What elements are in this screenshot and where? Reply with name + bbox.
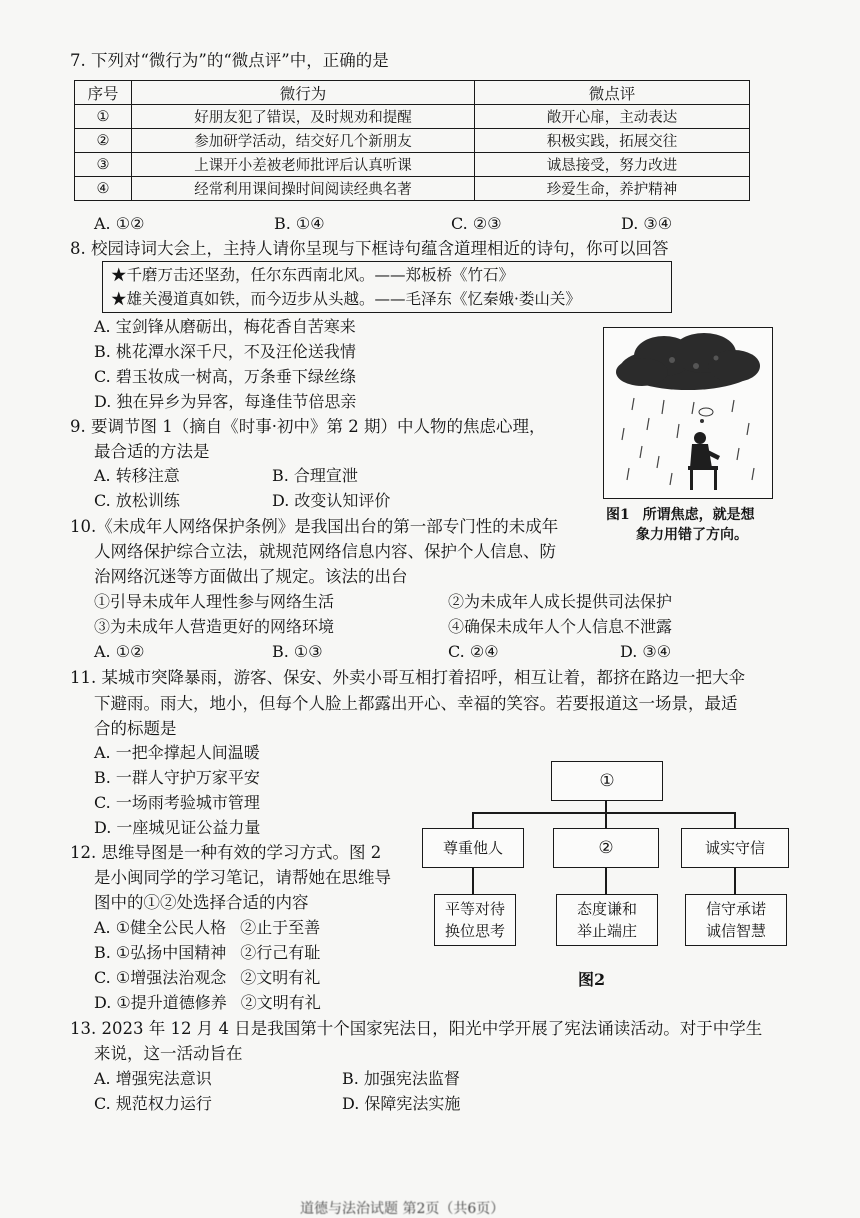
q12-stem-line3: 图中的①②处选择合适的内容 xyxy=(94,893,309,912)
mindmap-connector xyxy=(472,812,736,814)
mindmap-node-blank2: ② xyxy=(553,828,659,868)
q12-option-b[interactable] xyxy=(94,940,320,965)
q12-option-b-part2: ②行己有耻 xyxy=(240,943,321,962)
q9-option-c[interactable]: C. 放松训练 xyxy=(94,491,180,510)
mindmap-root-node: ① xyxy=(551,761,663,801)
q10-stem-line3: 治网络沉迷等方面做出了规定。该法的出台 xyxy=(94,567,408,586)
figure1-image xyxy=(603,327,773,499)
q13-option-d[interactable]: D. 保障宪法实施 xyxy=(342,1094,461,1113)
q13-option-c[interactable]: C. 规范权力运行 xyxy=(94,1094,212,1113)
leaf-line: 换位思考 xyxy=(444,922,505,940)
table-cell: 经常利用课间操时间阅读经典名著 xyxy=(132,177,475,201)
mindmap-connector xyxy=(472,868,474,894)
poem-line: ★千磨万击还坚劲，任尔东西南北风。——郑板桥《竹石》 xyxy=(111,266,515,284)
table-cell: 好朋友犯了错误，及时规劝和提醒 xyxy=(132,105,475,129)
mindmap-leaf-honesty xyxy=(685,894,787,946)
q7-stem: 7. 下列对“微行为”的“微点评”中，正确的是 xyxy=(70,51,389,70)
q11-option-a[interactable]: A. 一把伞撑起人间温暖 xyxy=(94,743,260,762)
q9-stem-line1: 9. 要调节图 1（摘自《时事·初中》第 2 期）中人物的焦虑心理， xyxy=(70,417,546,436)
q8-option-a[interactable]: A. 宝剑锋从磨砺出，梅花香自苦寒来 xyxy=(94,317,356,336)
q7-table xyxy=(74,80,750,201)
q12-option-b-part1: B. ①弘扬中国精神 xyxy=(94,943,227,962)
q8-option-c[interactable]: C. 碧玉妆成一树高，万条垂下绿丝绦 xyxy=(94,367,356,386)
q12-option-a-part1: A. ①健全公民人格 xyxy=(94,918,227,937)
q8-option-d[interactable]: D. 独在异乡为异客，每逢佳节倍思亲 xyxy=(94,392,357,411)
figure2-caption: 图2 xyxy=(578,970,606,989)
q10-stem-line2: 人网络保护综合立法，就规范网络信息内容、保护个人信息、防 xyxy=(94,542,556,561)
q10-option-a[interactable]: A. ①② xyxy=(94,642,145,661)
q12-option-d[interactable] xyxy=(94,990,321,1015)
leaf-line: 举止端庄 xyxy=(576,922,637,940)
table-row xyxy=(75,105,750,129)
table-cell: 珍爱生命，养护精神 xyxy=(475,177,750,201)
table-cell: ② xyxy=(75,129,132,153)
table-cell: 敞开心扉，主动表达 xyxy=(475,105,750,129)
q10-item: ③为未成年人营造更好的网络环境 xyxy=(94,617,335,636)
leaf-line: 信守承诺 xyxy=(705,900,766,918)
table-cell: ③ xyxy=(75,153,132,177)
q12-option-c-part2: ②文明有礼 xyxy=(240,968,321,987)
q13-stem-line1: 13. 2023 年 12 月 4 日是我国第十个国家宪法日，阳光中学开展了宪法诵读活动。对于中学生 xyxy=(70,1019,763,1038)
mindmap-connector xyxy=(734,812,736,828)
table-row xyxy=(75,129,750,153)
q11-stem-line1: 11. 某城市突降暴雨，游客、保安、外卖小哥互相打着招呼，相互让着，都挤在路边一把大伞 xyxy=(70,668,745,687)
mindmap-connector xyxy=(734,868,736,894)
q8-stem: 8. 校园诗词大会上，主持人请你呈现与下框诗句蕴含道理相近的诗句，你可以回答 xyxy=(70,239,669,258)
table-cell: ① xyxy=(75,105,132,129)
q12-option-c[interactable] xyxy=(94,965,320,990)
table-cell: 积极实践，拓展交往 xyxy=(475,129,750,153)
figure1-label: 图1 xyxy=(606,507,630,523)
q7-option-c[interactable]: C. ②③ xyxy=(451,214,502,233)
q11-stem-line3: 合的标题是 xyxy=(94,719,177,738)
q9-option-a[interactable]: A. 转移注意 xyxy=(94,466,180,485)
storm-cloud-illustration xyxy=(604,328,772,498)
q11-option-b[interactable]: B. 一群人守护万家平安 xyxy=(94,768,260,787)
q12-stem-line1: 12. 思维导图是一种有效的学习方式。图 2 xyxy=(70,843,382,862)
leaf-line: 态度谦和 xyxy=(576,900,637,918)
table-row xyxy=(75,153,750,177)
q10-stem-line1: 10.《未成年人网络保护条例》是我国出台的第一部专门性的未成年 xyxy=(70,517,559,536)
q7-option-d[interactable]: D. ③④ xyxy=(621,214,673,233)
mindmap-connector xyxy=(605,868,607,894)
q10-option-b[interactable]: B. ①③ xyxy=(272,642,323,661)
q7-option-b[interactable]: B. ①④ xyxy=(274,214,325,233)
q12-option-d-part1: D. ①提升道德修养 xyxy=(94,993,227,1012)
q10-option-c[interactable]: C. ②④ xyxy=(448,642,499,661)
table-cell: 诚恳接受，努力改进 xyxy=(475,153,750,177)
page-footer: 道德与法治试题 第2页（共6页） xyxy=(300,1201,505,1217)
q9-option-d[interactable]: D. 改变认知评价 xyxy=(272,491,391,510)
q7-option-a[interactable]: A. ①② xyxy=(94,214,145,233)
mindmap-leaf-respect xyxy=(434,894,516,946)
table-header: 序号 xyxy=(75,81,132,105)
table-cell: ④ xyxy=(75,177,132,201)
q12-stem-line2: 是小闽同学的学习笔记，请帮她在思维导 xyxy=(94,868,391,887)
q11-option-d[interactable]: D. 一座城见证公益力量 xyxy=(94,818,261,837)
q10-item: ②为未成年人成长提供司法保护 xyxy=(448,592,673,611)
poem-line: ★雄关漫道真如铁，而今迈步从头越。——毛泽东《忆秦娥·娄山关》 xyxy=(111,290,581,308)
table-header: 微点评 xyxy=(475,81,750,105)
q12-option-a[interactable] xyxy=(94,915,320,940)
figure1-caption-line2: 象力用错了方向。 xyxy=(636,527,748,543)
leaf-line: 平等对待 xyxy=(444,900,505,918)
q13-option-a[interactable]: A. 增强宪法意识 xyxy=(94,1069,212,1088)
q12-option-a-part2: ②止于至善 xyxy=(240,918,321,937)
leaf-line: 诚信智慧 xyxy=(705,922,766,940)
mindmap-connector xyxy=(472,812,474,828)
q10-option-d[interactable]: D. ③④ xyxy=(620,642,672,661)
q10-item: ④确保未成年人个人信息不泄露 xyxy=(448,617,673,636)
q11-option-c[interactable]: C. 一场雨考验城市管理 xyxy=(94,793,260,812)
q13-stem-line2: 来说，这一活动旨在 xyxy=(94,1044,243,1063)
q12-option-d-part2: ②文明有礼 xyxy=(240,993,321,1012)
table-cell: 参加研学活动，结交好几个新朋友 xyxy=(132,129,475,153)
figure1-caption xyxy=(606,505,755,545)
mindmap-node-honesty: 诚实守信 xyxy=(681,828,789,868)
mindmap-node-respect: 尊重他人 xyxy=(422,828,524,868)
table-header: 微行为 xyxy=(132,81,475,105)
mindmap-connector xyxy=(605,812,607,828)
q11-stem-line2: 下避雨。雨大，地小，但每个人脸上都露出开心、幸福的笑容。若要报道这一场景，最适 xyxy=(94,694,738,713)
q13-option-b[interactable]: B. 加强宪法监督 xyxy=(342,1069,460,1088)
table-cell: 上课开小差被老师批评后认真听课 xyxy=(132,153,475,177)
q8-option-b[interactable]: B. 桃花潭水深千尺，不及汪伦送我情 xyxy=(94,342,356,361)
q12-option-c-part1: C. ①增强法治观念 xyxy=(94,968,227,987)
q9-stem-line2: 最合适的方法是 xyxy=(94,442,210,461)
figure1-caption-line1: 所谓焦虑，就是想 xyxy=(642,507,755,523)
q8-poem-box xyxy=(102,261,672,313)
table-row xyxy=(75,177,750,201)
q9-option-b[interactable]: B. 合理宣泄 xyxy=(272,466,358,485)
q10-item: ①引导未成年人理性参与网络生活 xyxy=(94,592,335,611)
mindmap-leaf-manners xyxy=(556,894,658,946)
